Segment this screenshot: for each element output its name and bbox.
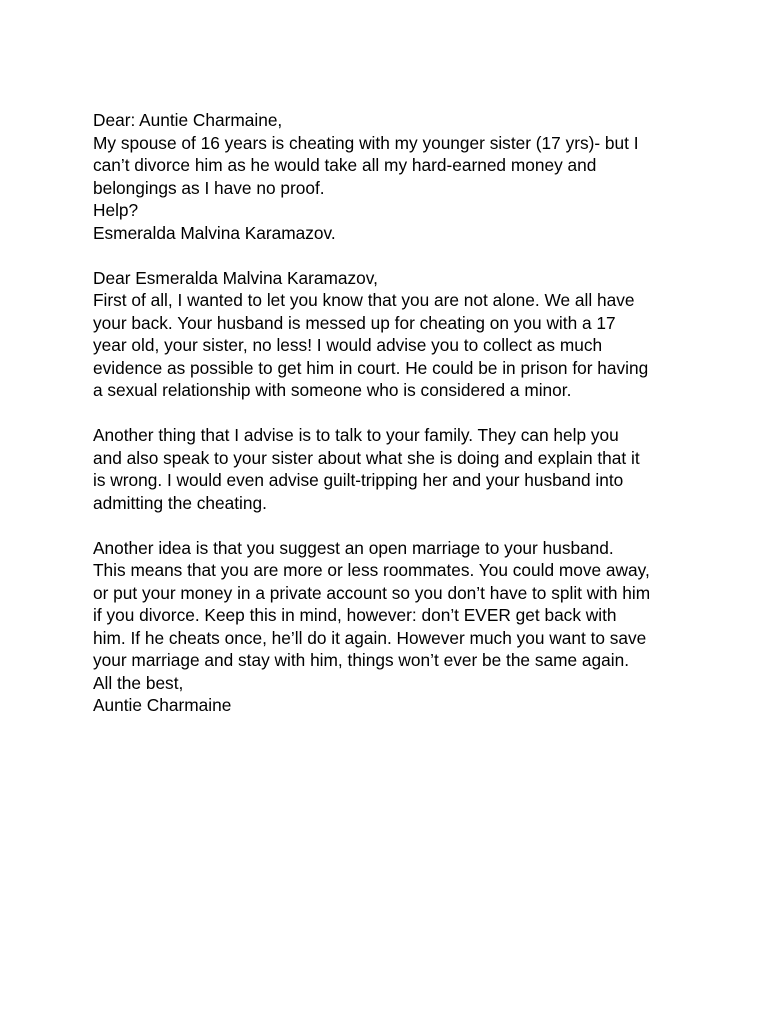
reply-line: First of all, I wanted to let you know that you are not alone. We all have: [93, 290, 635, 310]
reply-paragraph-2: [93, 424, 693, 514]
reply-line: This means that you are more or less roommates. You could move away,: [93, 560, 650, 580]
reply-closing: All the best,: [93, 672, 184, 693]
reply-line: is wrong. I would even advise guilt-tripping her and your husband into: [93, 470, 624, 490]
letter: [93, 109, 693, 244]
reply-signature: Auntie Charmaine: [93, 695, 232, 715]
reply-line: your back. Your husband is messed up for cheating on you with a 17: [93, 312, 616, 333]
reply-line: admitting the cheating.: [93, 492, 267, 513]
reply-salutation: Dear Esmeralda Malvina Karamazov,: [93, 267, 378, 288]
reply-line: Another thing that I advise is to talk to your family. They can help you: [93, 425, 619, 445]
letter-body-line: can’t divorce him as he would take all my hard-earned money and: [93, 155, 597, 175]
letter-signature: Esmeralda Malvina Karamazov.: [93, 222, 336, 243]
letter-closing: Help?: [93, 200, 139, 220]
reply-line: or put your money in a private account so you don’t have to split with him: [93, 582, 651, 603]
reply-paragraph-1: [93, 289, 693, 402]
reply-line: him. If he cheats once, he’ll do it again. However much you want to save: [93, 627, 647, 648]
reply-line: if you divorce. Keep this in mind, however: don’t EVER get back with: [93, 605, 617, 625]
letter-body-line: My spouse of 16 years is cheating with my younger sister (17 yrs)- but I: [93, 132, 639, 153]
paragraph-spacer: [93, 244, 693, 267]
reply-line: and also speak to your sister about what she is doing and explain that it: [93, 447, 640, 468]
letter-body-line: belongings as I have no proof.: [93, 177, 325, 198]
paragraph-spacer: [93, 514, 693, 537]
reply-line: Another idea is that you suggest an open marriage to your husband.: [93, 537, 614, 558]
document-content: [93, 109, 693, 717]
reply-line: your marriage and stay with him, things won’t ever be the same again.: [93, 650, 629, 670]
reply-line: evidence as possible to get him in court. He could be in prison for having: [93, 357, 649, 378]
letter-salutation: Dear: Auntie Charmaine,: [93, 110, 283, 130]
paragraph-spacer: [93, 402, 693, 425]
reply: [93, 267, 693, 717]
reply-line: a sexual relationship with someone who is considered a minor.: [93, 380, 572, 400]
reply-paragraph-3: [93, 537, 693, 672]
reply-line: year old, your sister, no less! I would advise you to collect as much: [93, 335, 603, 355]
